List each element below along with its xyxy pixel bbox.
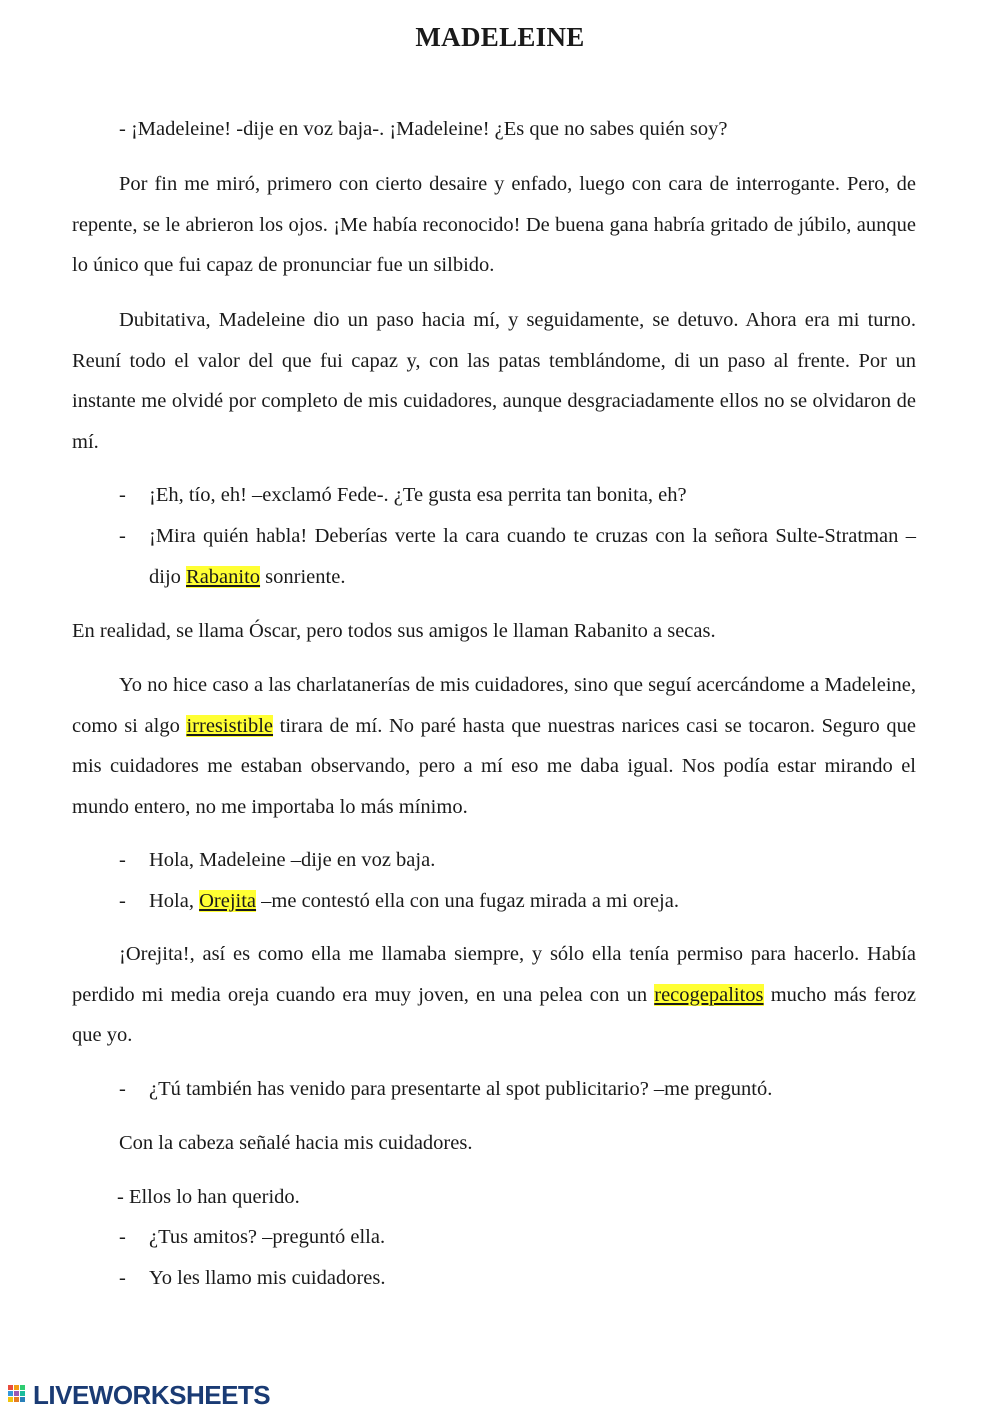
dialogue-text [72, 881, 916, 922]
text-run: Hola, [149, 890, 200, 912]
dialogue-line-7 [72, 1217, 916, 1258]
text-run: Yo no hice caso a las charlatanerías de mis cuidadores, sino que seguí acercándome a Madeleine, como si algo [72, 674, 916, 737]
text-run: sonriente. [260, 566, 346, 588]
dialogue-text: Hola, Madeleine –dije en voz baja. [149, 849, 436, 871]
dialogue-text: ¿Tus amitos? –preguntó ella. [149, 1226, 386, 1248]
dialogue-text: ¿Tú también has venido para presentarte al spot publicitario? –me preguntó. [149, 1078, 773, 1100]
dialogue-line-3 [72, 840, 916, 881]
text-run: tirara de mí. No paré hasta que nuestras narices casi se tocaron. Seguro que mis cuidadores me estaban observando, pero a mí eso me daba igual. Nos podía estar mirando el mundo entero, no me importaba lo más mínimo. [72, 714, 916, 818]
dialogue-dash: - [119, 890, 126, 912]
paragraph-2: Por fin me miró, primero con cierto desaire y enfado, luego con cara de interrogante. Pero, de repente, se le abrieron los ojos. ¡Me había reconocido! De buena gana habría gritado de júbilo, aunque lo único que fui capaz de pronunciar fue un silbido. [72, 173, 916, 276]
paragraph-5 [72, 665, 916, 827]
dialogue-line-6: - Ellos lo han querido. [117, 1186, 300, 1208]
page-title: MADELEINE [415, 22, 585, 52]
highlighted-word-orejita[interactable]: Orejita [199, 890, 257, 912]
liveworksheets-logo[interactable] [8, 1378, 270, 1412]
text-run: ¡Mira quién habla! Deberías verte la cara cuando te cruzas con la señora Sulte-Stratman –dijo [149, 525, 916, 588]
dialogue-line-8 [72, 1258, 916, 1299]
paragraph-7: Con la cabeza señalé hacia mis cuidadores. [119, 1132, 473, 1154]
dialogue-dash: - [119, 484, 126, 506]
paragraph-3: Dubitativa, Madeleine dio un paso hacia mí, y seguidamente, se detuvo. Ahora era mi turno. Reuní todo el valor del que fui capaz y, con las patas temblándome, di un paso al frente. Por un instante me olvidé por completo de mis cuidadores, aunque desgraciadamente ellos no se olvidaron de mí. [72, 309, 916, 453]
text-run: mucho más feroz que yo. [72, 983, 916, 1046]
dialogue-text: Yo les llamo mis cuidadores. [149, 1267, 386, 1289]
dialogue-dash: - [119, 1267, 126, 1289]
paragraph-4: En realidad, se llama Óscar, pero todos sus amigos le llaman Rabanito a secas. [72, 620, 716, 642]
dialogue-text: ¡Eh, tío, eh! –exclamó Fede-. ¿Te gusta esa perrita tan bonita, eh? [149, 484, 687, 506]
paragraph-dialogue-1: - ¡Madeleine! -dije en voz baja-. ¡Madeleine! ¿Es que no sabes quién soy? [119, 118, 728, 140]
dialogue-line-2 [72, 516, 916, 598]
text-run: –me contestó ella con una fugaz mirada a mi oreja. [256, 890, 679, 912]
dialogue-line-1 [72, 475, 916, 516]
dialogue-text [72, 516, 916, 598]
text-run: ¡Orejita!, así es como ella me llamaba siempre, y sólo ella tenía permiso para hacerlo. Había perdido mi media oreja cuando era muy joven, en una pelea con un [72, 943, 916, 1006]
paragraph-6 [72, 934, 916, 1056]
dialogue-dash: - [119, 1226, 126, 1248]
highlighted-word-recogepalitos[interactable]: recogepalitos [654, 983, 764, 1006]
dialogue-dash: - [119, 525, 126, 547]
liveworksheets-logo-icon [8, 1382, 30, 1408]
liveworksheets-brand-text: LIVEWORKSHEETS [33, 1379, 271, 1410]
dialogue-dash: - [119, 849, 126, 871]
highlighted-word-irresistible[interactable]: irresistible [186, 714, 274, 737]
dialogue-line-5 [72, 1069, 916, 1110]
dialogue-dash: - [119, 1078, 126, 1100]
dialogue-line-4 [72, 881, 916, 922]
highlighted-word-rabanito[interactable]: Rabanito [186, 566, 261, 588]
